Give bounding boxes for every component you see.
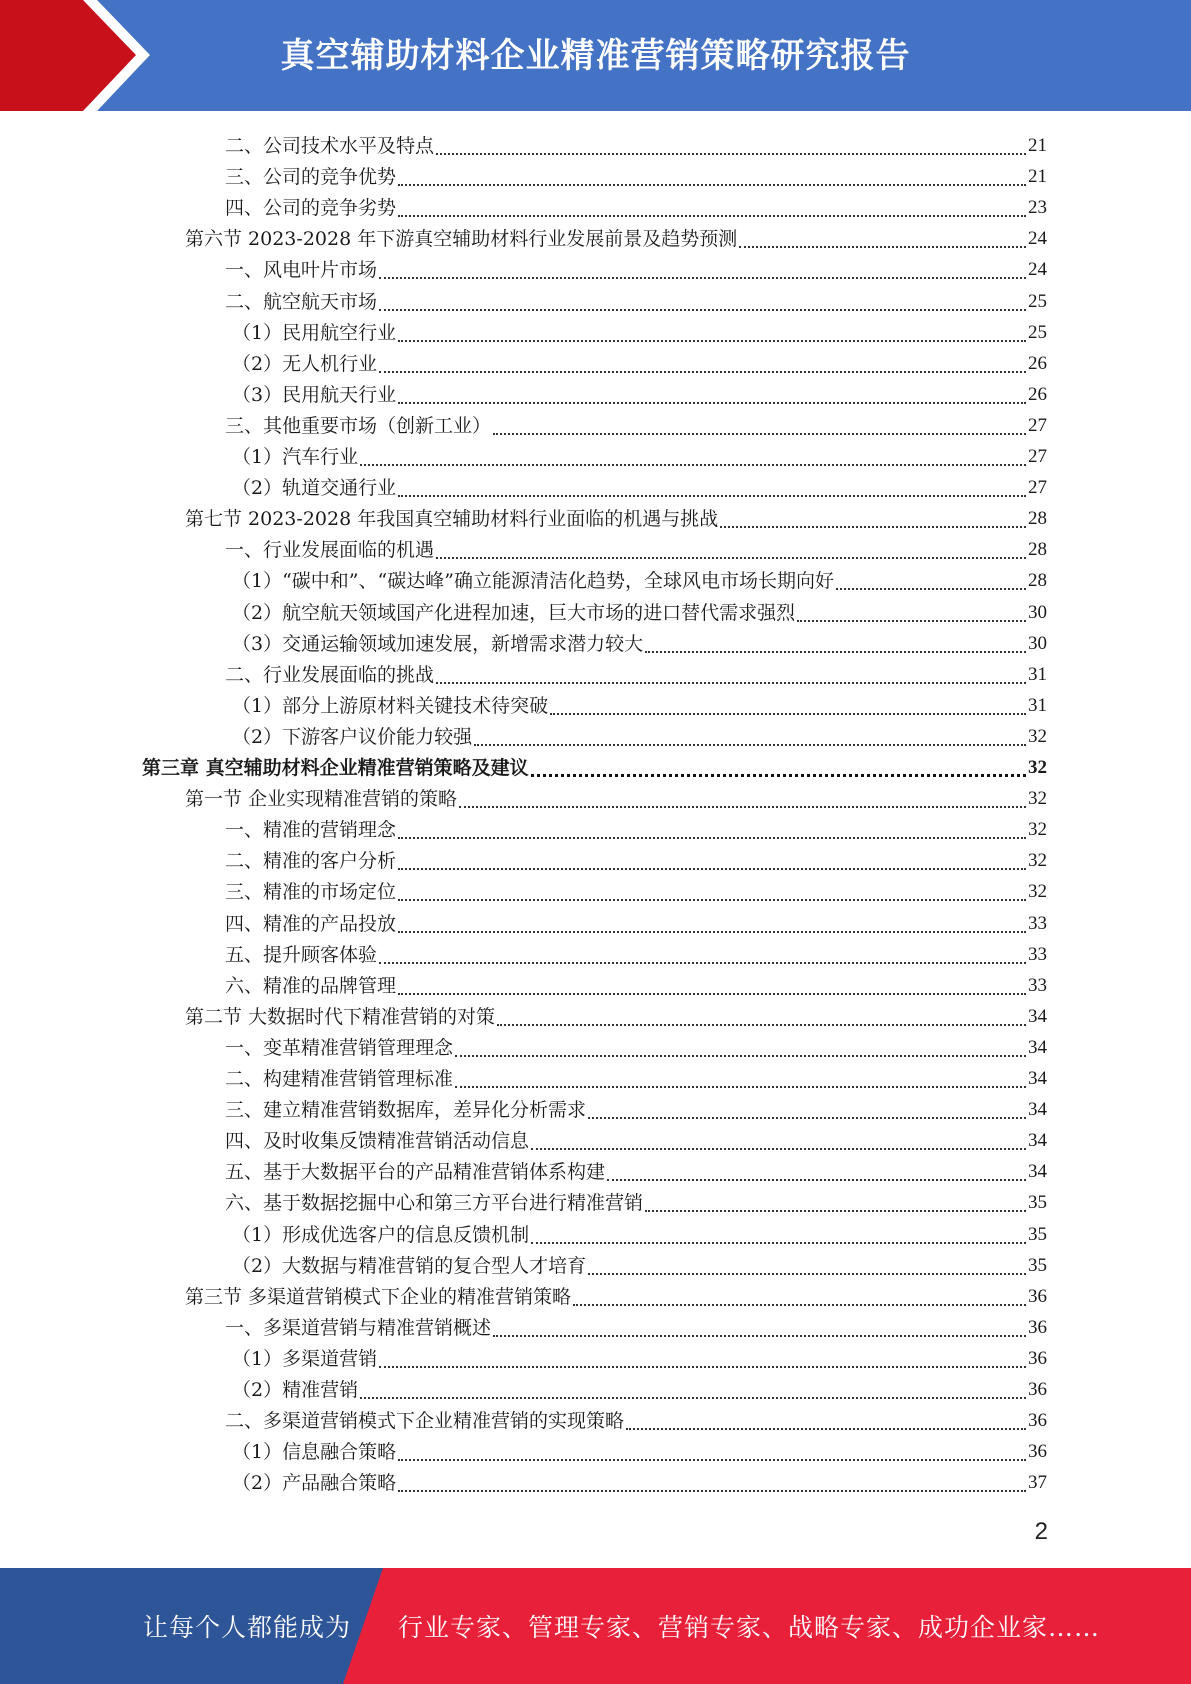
page-footer [0,1568,1191,1684]
toc-leader-dots [797,600,1026,622]
toc-entry-page: 33 [1028,943,1047,965]
toc-chapter-entry[interactable] [142,749,1047,780]
toc-entry-page: 32 [1028,850,1047,872]
toc-entry[interactable] [225,283,1047,314]
toc-entry-page: 25 [1028,321,1047,343]
toc-leader-dots [436,133,1026,155]
toc-entry-title: 二、航空航天市场 [225,290,378,313]
toc-leader-dots [379,942,1026,964]
toc-entry-page: 32 [1028,788,1047,810]
toc-leader-dots [588,1253,1026,1275]
toc-entry-title: 一、多渠道营销与精准营销概述 [225,1316,492,1339]
page-header [0,0,1191,111]
toc-entry[interactable] [232,314,1047,345]
toc-leader-dots [360,1377,1026,1399]
toc-entry-page: 32 [1028,881,1047,903]
toc-leader-dots [398,879,1026,901]
toc-entry[interactable] [225,873,1047,904]
toc-leader-dots [398,475,1026,497]
toc-leader-dots [607,1159,1026,1181]
toc-entry-title: 第二节 大数据时代下精准营销的对策 [185,1005,496,1028]
toc-entry-title: 一、风电叶片市场 [225,259,378,282]
toc-entry-page: 28 [1028,570,1047,592]
toc-entry-title: 三、公司的竞争优势 [225,166,397,189]
toc-entry-page: 27 [1028,477,1047,499]
toc-leader-dots [836,568,1026,590]
toc-entry-page: 33 [1028,974,1047,996]
toc-leader-dots [379,351,1026,373]
toc-entry[interactable] [225,842,1047,873]
toc-entry-title: 二、行业发展面临的挑战 [225,663,435,686]
toc-entry-title: （1）多渠道营销 [232,1347,378,1370]
toc-entry-page: 34 [1028,1099,1047,1121]
toc-entry-page: 21 [1028,135,1047,156]
toc-leader-dots [531,1222,1026,1244]
toc-entry-title: 六、精准的品牌管理 [225,974,397,997]
toc-entry-page: 37 [1028,1472,1047,1494]
toc-entry-title: （2）大数据与精准营销的复合型人才培育 [232,1254,587,1277]
toc-entry-title: 第七节 2023-2028 年我国真空辅助材料行业面临的机遇与挑战 [185,508,719,531]
toc-entry-page: 21 [1028,166,1047,188]
toc-entry[interactable] [232,718,1047,749]
toc-leader-dots [398,195,1026,217]
toc-entry-page: 34 [1028,1005,1047,1027]
page-number: 2 [1034,1518,1048,1545]
toc-entry-page: 27 [1028,414,1047,436]
toc-leader-dots [436,662,1026,684]
footer-slogan-right: 行业专家、管理专家、营销专家、战略专家、成功企业家…… [398,1613,1101,1642]
toc-entry-title: （2）产品融合策略 [232,1472,397,1495]
toc-entry-title: 三、建立精准营销数据库，差异化分析需求 [225,1099,587,1122]
toc-entry-title: 四、及时收集反馈精准营销活动信息 [225,1130,530,1153]
toc-entry-page: 32 [1028,725,1047,747]
toc-leader-dots [739,226,1026,248]
toc-entry-page: 32 [1028,757,1047,778]
toc-entry[interactable] [225,811,1047,842]
toc-entry-page: 36 [1028,1379,1047,1400]
toc-entry[interactable] [232,376,1047,407]
toc-leader-dots [493,1315,1026,1337]
toc-entry-title: 五、提升顾客体验 [225,943,378,966]
toc-entry[interactable] [225,1309,1047,1340]
toc-entry-title: （1）形成优选客户的信息反馈机制 [232,1223,530,1246]
toc-entry[interactable] [225,1091,1047,1122]
toc-entry[interactable] [225,905,1047,936]
toc-entry-title: 五、基于大数据平台的产品精准营销体系构建 [225,1161,606,1184]
toc-entry-page: 34 [1028,1130,1047,1152]
toc-entry[interactable] [232,1371,1047,1402]
toc-entry-title: 第一节 企业实现精准营销的策略 [185,788,458,811]
toc-leader-dots [497,1004,1026,1026]
toc-entry-page: 28 [1028,508,1047,530]
toc-leader-dots [379,257,1026,279]
toc-entry-title: （1）信息融合策略 [232,1441,397,1464]
toc-leader-dots [455,1035,1026,1057]
toc-entry-title: 第三节 多渠道营销模式下企业的精准营销策略 [185,1285,572,1308]
toc-leader-dots [645,631,1026,653]
toc-entry-page: 24 [1028,259,1047,281]
toc-entry-title: （1）汽车行业 [232,446,359,468]
toc-entry-title: （2）轨道交通行业 [232,477,397,500]
toc-entry[interactable] [225,189,1047,220]
toc-entry[interactable] [225,1060,1047,1091]
toc-leader-dots [720,506,1026,528]
toc-leader-dots [474,724,1026,746]
toc-entry[interactable] [225,936,1047,967]
toc-leader-dots [398,848,1026,870]
toc-leader-dots [645,1190,1026,1212]
toc-entry-page: 26 [1028,383,1047,405]
toc-entry-page: 36 [1028,1347,1047,1369]
toc-entry-title: 一、变革精准营销管理理念 [225,1036,454,1059]
toc-entry-page: 35 [1028,1192,1047,1214]
toc-entry-title: 一、行业发展面临的机遇 [225,539,435,562]
toc-entry-title: 二、构建精准营销管理标准 [225,1068,454,1090]
toc-entry-page: 34 [1028,1161,1047,1183]
toc-entry-page: 35 [1028,1254,1047,1276]
toc-entry-page: 25 [1028,290,1047,312]
toc-entry-page: 28 [1028,539,1047,561]
toc-entry-page: 35 [1028,1223,1047,1245]
toc-entry[interactable] [225,1029,1047,1060]
toc-entry[interactable] [232,469,1047,500]
toc-entry-page: 30 [1028,601,1047,623]
toc-leader-dots [588,1097,1026,1119]
toc-entry[interactable] [232,562,1047,593]
toc-entry[interactable] [225,127,1047,158]
toc-section-entry[interactable] [185,1278,1047,1309]
toc-leader-dots [398,911,1026,933]
toc-entry-page: 34 [1028,1068,1047,1089]
toc-entry-page: 30 [1028,632,1047,654]
toc-entry[interactable] [225,1402,1047,1433]
toc-entry[interactable] [232,345,1047,376]
toc-leader-dots [573,1284,1026,1306]
toc-leader-dots [360,444,1026,466]
toc-leader-dots [398,817,1026,839]
toc-leader-dots [379,1346,1026,1368]
toc-leader-dots [398,973,1026,995]
toc-entry-title: 一、精准的营销理念 [225,819,397,842]
toc-entry-title: （2）精准营销 [232,1379,359,1401]
toc-entry-page: 36 [1028,1410,1047,1432]
toc-entry[interactable] [225,1184,1047,1215]
toc-leader-dots [398,1470,1026,1492]
toc-entry-title: （1）民用航空行业 [232,321,397,344]
toc-leader-dots [398,1439,1026,1461]
toc-entry-title: 第三章 真空辅助材料企业精准营销策略及建议 [142,757,529,779]
toc-entry[interactable] [225,407,1047,438]
toc-entry[interactable] [225,1153,1047,1184]
toc-entry-title: （2）无人机行业 [232,352,378,375]
toc-leader-dots [459,786,1026,808]
toc-entry[interactable] [232,1247,1047,1278]
toc-entry-title: 四、公司的竞争劣势 [225,197,397,220]
toc-entry[interactable] [225,656,1047,687]
toc-entry[interactable] [232,438,1047,469]
toc-entry-title: 第六节 2023-2028 年下游真空辅助材料行业发展前景及趋势预测 [185,228,738,251]
toc-leader-dots [379,289,1026,311]
toc-entry-title: 六、基于数据挖掘中心和第三方平台进行精准营销 [225,1192,644,1215]
toc-entry[interactable] [232,1216,1047,1247]
toc-entry-page: 31 [1028,663,1047,685]
toc-entry[interactable] [225,531,1047,562]
toc-entry[interactable] [232,687,1047,718]
toc-entry[interactable] [232,594,1047,625]
toc-entry-page: 36 [1028,1285,1047,1307]
footer-slogan-left: 让每个人都能成为 [143,1613,352,1642]
toc-leader-dots [398,320,1026,342]
toc-entry-title: 二、精准的客户分析 [225,850,397,873]
toc-entry-title: （3）交通运输领域加速发展，新增需求潜力较大 [232,632,644,655]
toc-entry-title: （2）航空航天领域国产化进程加速，巨大市场的进口替代需求强烈 [232,601,796,624]
toc-entry-title: （3）民用航天行业 [232,383,397,406]
toc-entry-page: 36 [1028,1316,1047,1338]
toc-entry-page: 26 [1028,352,1047,374]
toc-entry-title: 四、精准的产品投放 [225,912,397,935]
toc-section-entry[interactable] [185,220,1047,251]
report-title: 真空辅助材料企业精准营销策略研究报告 [280,35,911,76]
toc-entry-page: 27 [1028,446,1047,467]
toc-entry[interactable] [225,158,1047,189]
toc-leader-dots [550,693,1026,715]
toc-leader-dots [531,1128,1026,1150]
toc-entry-page: 23 [1028,197,1047,219]
toc-entry-page: 34 [1028,1036,1047,1058]
toc-entry[interactable] [232,1433,1047,1464]
toc-entry-title: 三、精准的市场定位 [225,881,397,904]
toc-entry[interactable] [225,967,1047,998]
toc-entry-title: （1）“碳中和”、“碳达峰”确立能源清洁化趋势，全球风电市场长期向好 [232,570,834,593]
header-red-chevron [0,0,150,111]
toc-entry-page: 36 [1028,1441,1047,1463]
toc-entry[interactable] [232,1464,1047,1495]
toc-leader-dots [493,413,1026,435]
toc-section-entry[interactable] [185,780,1047,811]
toc-entry[interactable] [232,625,1047,656]
toc-leader-dots [398,382,1026,404]
toc-leader-dots [436,537,1026,559]
toc-leader-dots [531,754,1026,777]
toc-entry-page: 31 [1028,694,1047,716]
toc-entry-title: 三、其他重要市场（创新工业） [225,414,492,437]
toc-entry-page: 24 [1028,228,1047,250]
toc-leader-dots [455,1066,1026,1088]
toc-leader-dots [626,1408,1026,1430]
toc-section-entry[interactable] [185,500,1047,531]
toc-entry-title: 二、多渠道营销模式下企业精准营销的实现策略 [225,1410,625,1433]
toc-entry-title: （1）部分上游原材料关键技术待突破 [232,694,549,717]
toc-entry-title: （2）下游客户议价能力较强 [232,725,473,748]
toc-entry-page: 32 [1028,819,1047,841]
toc-section-entry[interactable] [185,998,1047,1029]
toc-leader-dots [398,164,1026,186]
toc-entry-page: 33 [1028,912,1047,934]
toc-entry[interactable] [225,1122,1047,1153]
toc-entry[interactable] [225,251,1047,282]
toc-entry-title: 二、公司技术水平及特点 [225,135,435,157]
toc-entry[interactable] [232,1340,1047,1371]
